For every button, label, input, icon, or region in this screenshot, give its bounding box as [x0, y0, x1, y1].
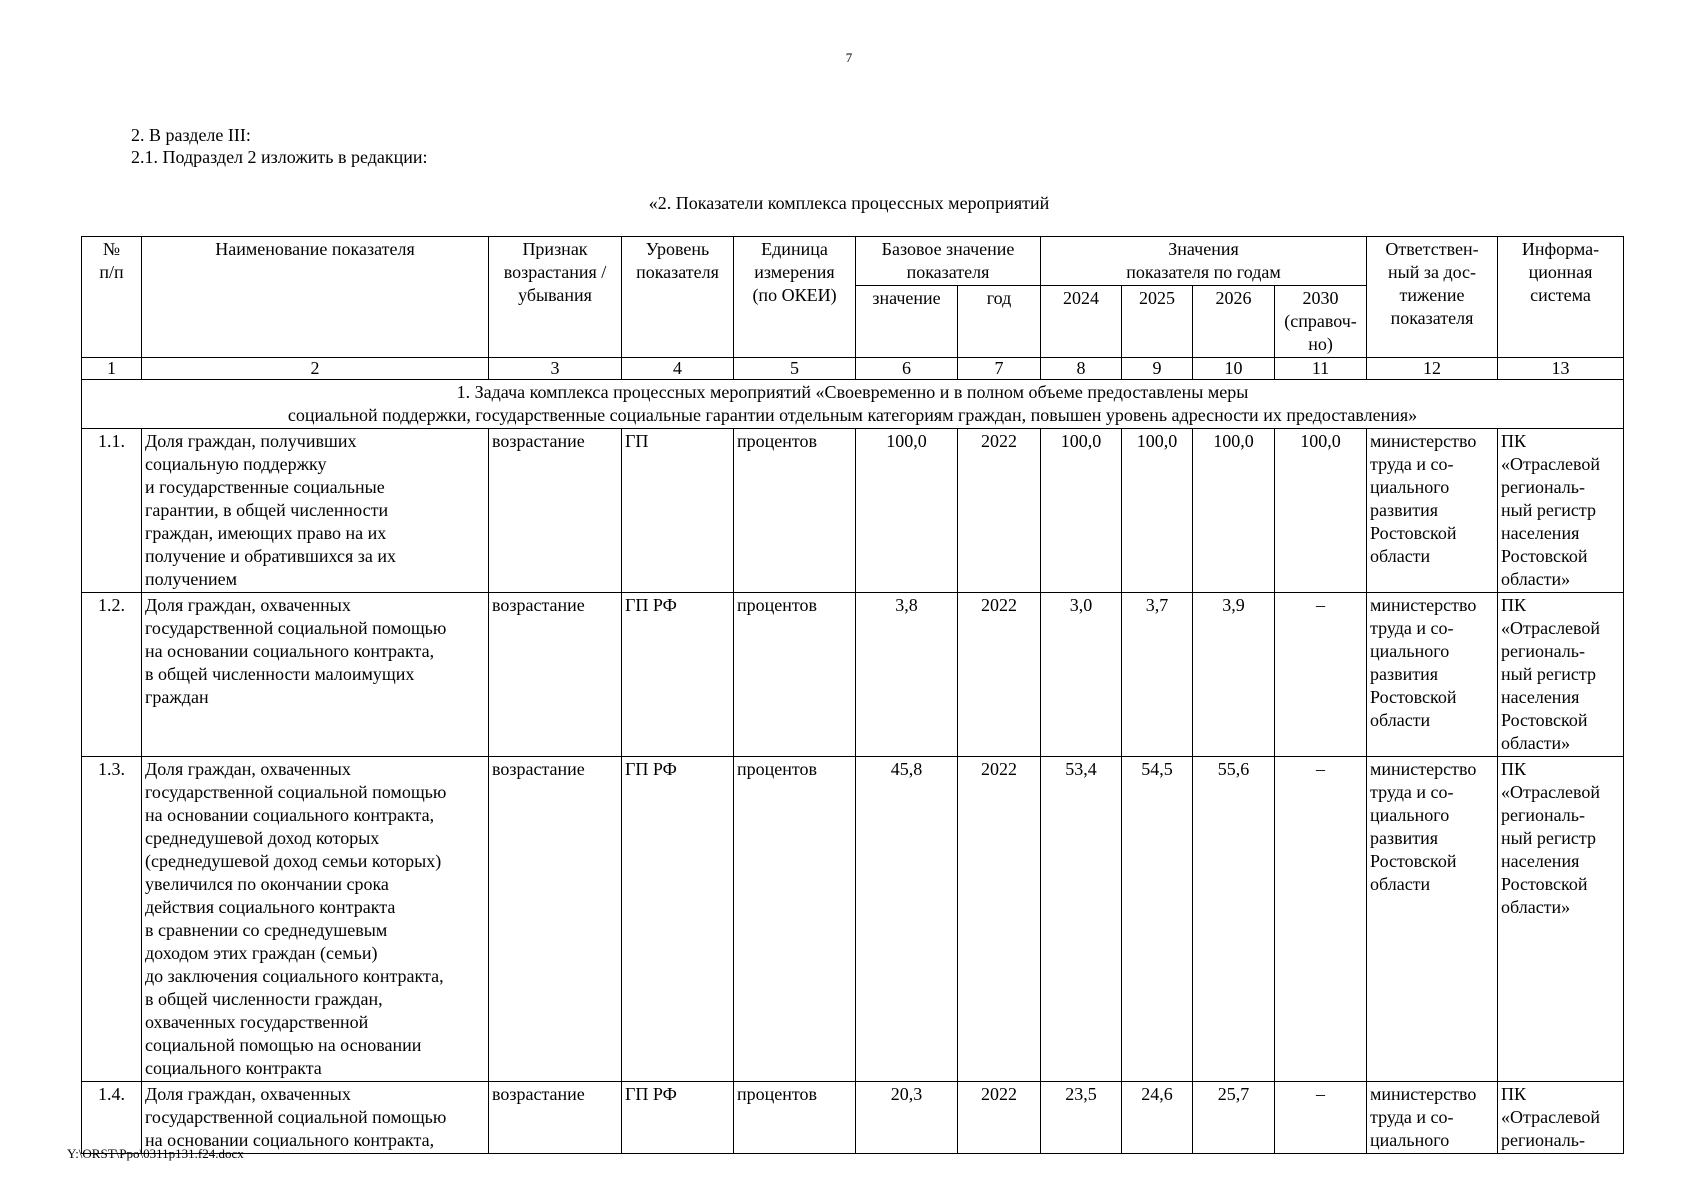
row-value-2025: 24,6 [1122, 1082, 1193, 1154]
row-value-2026: 3,9 [1193, 593, 1275, 757]
indicators-table [81, 236, 1624, 1154]
row-name: Доля граждан, охваченных государственной социальной помощью на основании социального контракта, в общей численности малоимущих граждан [142, 593, 489, 757]
header-base: Базовое значение показателя [856, 237, 1041, 286]
row-info-system: ПК «Отраслевой региональ- ный регистр населения Ростовской области» [1498, 593, 1624, 757]
row-num: 1.3. [82, 757, 142, 1082]
row-base-year: 2022 [958, 429, 1041, 593]
header-name: Наименование показателя [142, 237, 489, 358]
column-number: 10 [1193, 358, 1275, 380]
task-title: 1. Задача комплекса процессных мероприятий «Своевременно и в полном объеме предоставлены меры социальной поддержки, государственные социальные гарантии отдельным категориям граждан, повышен уровень адресности их предоставления» [82, 380, 1624, 429]
column-number: 8 [1041, 358, 1122, 380]
row-unit: процентов [734, 757, 856, 1082]
header-num: № п/п [82, 237, 142, 358]
row-value-2024: 23,5 [1041, 1082, 1122, 1154]
row-base-value: 20,3 [856, 1082, 958, 1154]
column-number: 5 [734, 358, 856, 380]
row-value-2025: 100,0 [1122, 429, 1193, 593]
header-trend: Признак возрастания / убывания [489, 237, 622, 358]
row-base-value: 100,0 [856, 429, 958, 593]
row-value-2025: 54,5 [1122, 757, 1193, 1082]
header-info-system: Информа- ционная система [1498, 237, 1624, 358]
column-number: 12 [1367, 358, 1498, 380]
table-row [82, 593, 1624, 757]
column-number: 4 [622, 358, 734, 380]
row-level: ГП РФ [622, 593, 734, 757]
table-title: «2. Показатели комплекса процессных мероприятий [648, 193, 1050, 213]
header-year-2026: 2026 [1193, 286, 1275, 358]
column-number: 1 [82, 358, 142, 380]
row-trend: возрастание [489, 593, 622, 757]
column-number: 7 [958, 358, 1041, 380]
intro-line-2: 2.1. Подраздел 2 изложить в редакции: [131, 147, 428, 167]
row-info-system: ПК «Отраслевой региональ- ный регистр населения Ростовской области» [1498, 429, 1624, 593]
row-info-system: ПК «Отраслевой региональ- ный регистр населения Ростовской области» [1498, 757, 1624, 1082]
row-level: ГП [622, 429, 734, 593]
table-row [82, 1082, 1624, 1154]
header-level: Уровень показателя [622, 237, 734, 358]
row-unit: процентов [734, 429, 856, 593]
row-trend: возрастание [489, 429, 622, 593]
column-number: 13 [1498, 358, 1624, 380]
row-base-value: 45,8 [856, 757, 958, 1082]
column-number: 2 [142, 358, 489, 380]
header-year-2024: 2024 [1041, 286, 1122, 358]
column-number: 9 [1122, 358, 1193, 380]
row-level: ГП РФ [622, 757, 734, 1082]
row-value-2026: 55,6 [1193, 757, 1275, 1082]
row-responsible: министерство труда и со- циального развития Ростовской области [1367, 429, 1498, 593]
column-number: 6 [856, 358, 958, 380]
row-value-2030: – [1275, 593, 1367, 757]
table-row [82, 757, 1624, 1082]
row-num: 1.1. [82, 429, 142, 593]
row-num: 1.4. [82, 1082, 142, 1154]
row-level: ГП РФ [622, 1082, 734, 1154]
row-value-2024: 3,0 [1041, 593, 1122, 757]
column-number: 3 [489, 358, 622, 380]
row-name: Доля граждан, охваченных государственной социальной помощью на основании социального контракта, среднедушевой доход которых (среднедушевой доход семьи которых) увеличился по окончании срока действия социального контракта в сравнении со среднедушевым доходом этих граждан (семьи) до заключения социального контракта, в общей численности граждан, охваченных государственной социальной помощью на основании социального контракта [142, 757, 489, 1082]
row-name: Доля граждан, охваченных государственной социальной помощью на основании социального контракта, [142, 1082, 489, 1154]
row-num: 1.2. [82, 593, 142, 757]
footer-file-path: Y:\ORST\Ppo\0311p131.f24.docx [67, 1146, 244, 1161]
intro-line-1: 2. В разделе III: [131, 125, 251, 145]
header-year-2025: 2025 [1122, 286, 1193, 358]
header-responsible: Ответствен- ный за дос- тижение показателя [1367, 237, 1498, 358]
row-value-2030: – [1275, 757, 1367, 1082]
column-number: 11 [1275, 358, 1367, 380]
row-unit: процентов [734, 593, 856, 757]
row-value-2025: 3,7 [1122, 593, 1193, 757]
header-year-2030: 2030 (справоч- но) [1275, 286, 1367, 358]
row-responsible: министерство труда и со- циального [1367, 1082, 1498, 1154]
row-info-system: ПК «Отраслевой региональ- [1498, 1082, 1624, 1154]
row-base-year: 2022 [958, 757, 1041, 1082]
header-unit: Единица измерения (по ОКЕИ) [734, 237, 856, 358]
row-trend: возрастание [489, 1082, 622, 1154]
header-base-year: год [958, 286, 1041, 358]
row-trend: возрастание [489, 757, 622, 1082]
row-value-2030: – [1275, 1082, 1367, 1154]
row-responsible: министерство труда и со- циального развития Ростовской области [1367, 757, 1498, 1082]
row-value-2026: 100,0 [1193, 429, 1275, 593]
row-value-2024: 53,4 [1041, 757, 1122, 1082]
row-base-value: 3,8 [856, 593, 958, 757]
row-value-2026: 25,7 [1193, 1082, 1275, 1154]
row-responsible: министерство труда и со- циального развития Ростовской области [1367, 593, 1498, 757]
page-number: 7 [845, 50, 853, 65]
row-base-year: 2022 [958, 593, 1041, 757]
row-unit: процентов [734, 1082, 856, 1154]
row-value-2030: 100,0 [1275, 429, 1367, 593]
header-values: Значения показателя по годам [1041, 237, 1367, 286]
row-base-year: 2022 [958, 1082, 1041, 1154]
table-row [82, 429, 1624, 593]
row-value-2024: 100,0 [1041, 429, 1122, 593]
row-name: Доля граждан, получивших социальную поддержку и государственные социальные гарантии, в общей численности граждан, имеющих право на их получение и обратившихся за их получением [142, 429, 489, 593]
header-base-value: значение [856, 286, 958, 358]
